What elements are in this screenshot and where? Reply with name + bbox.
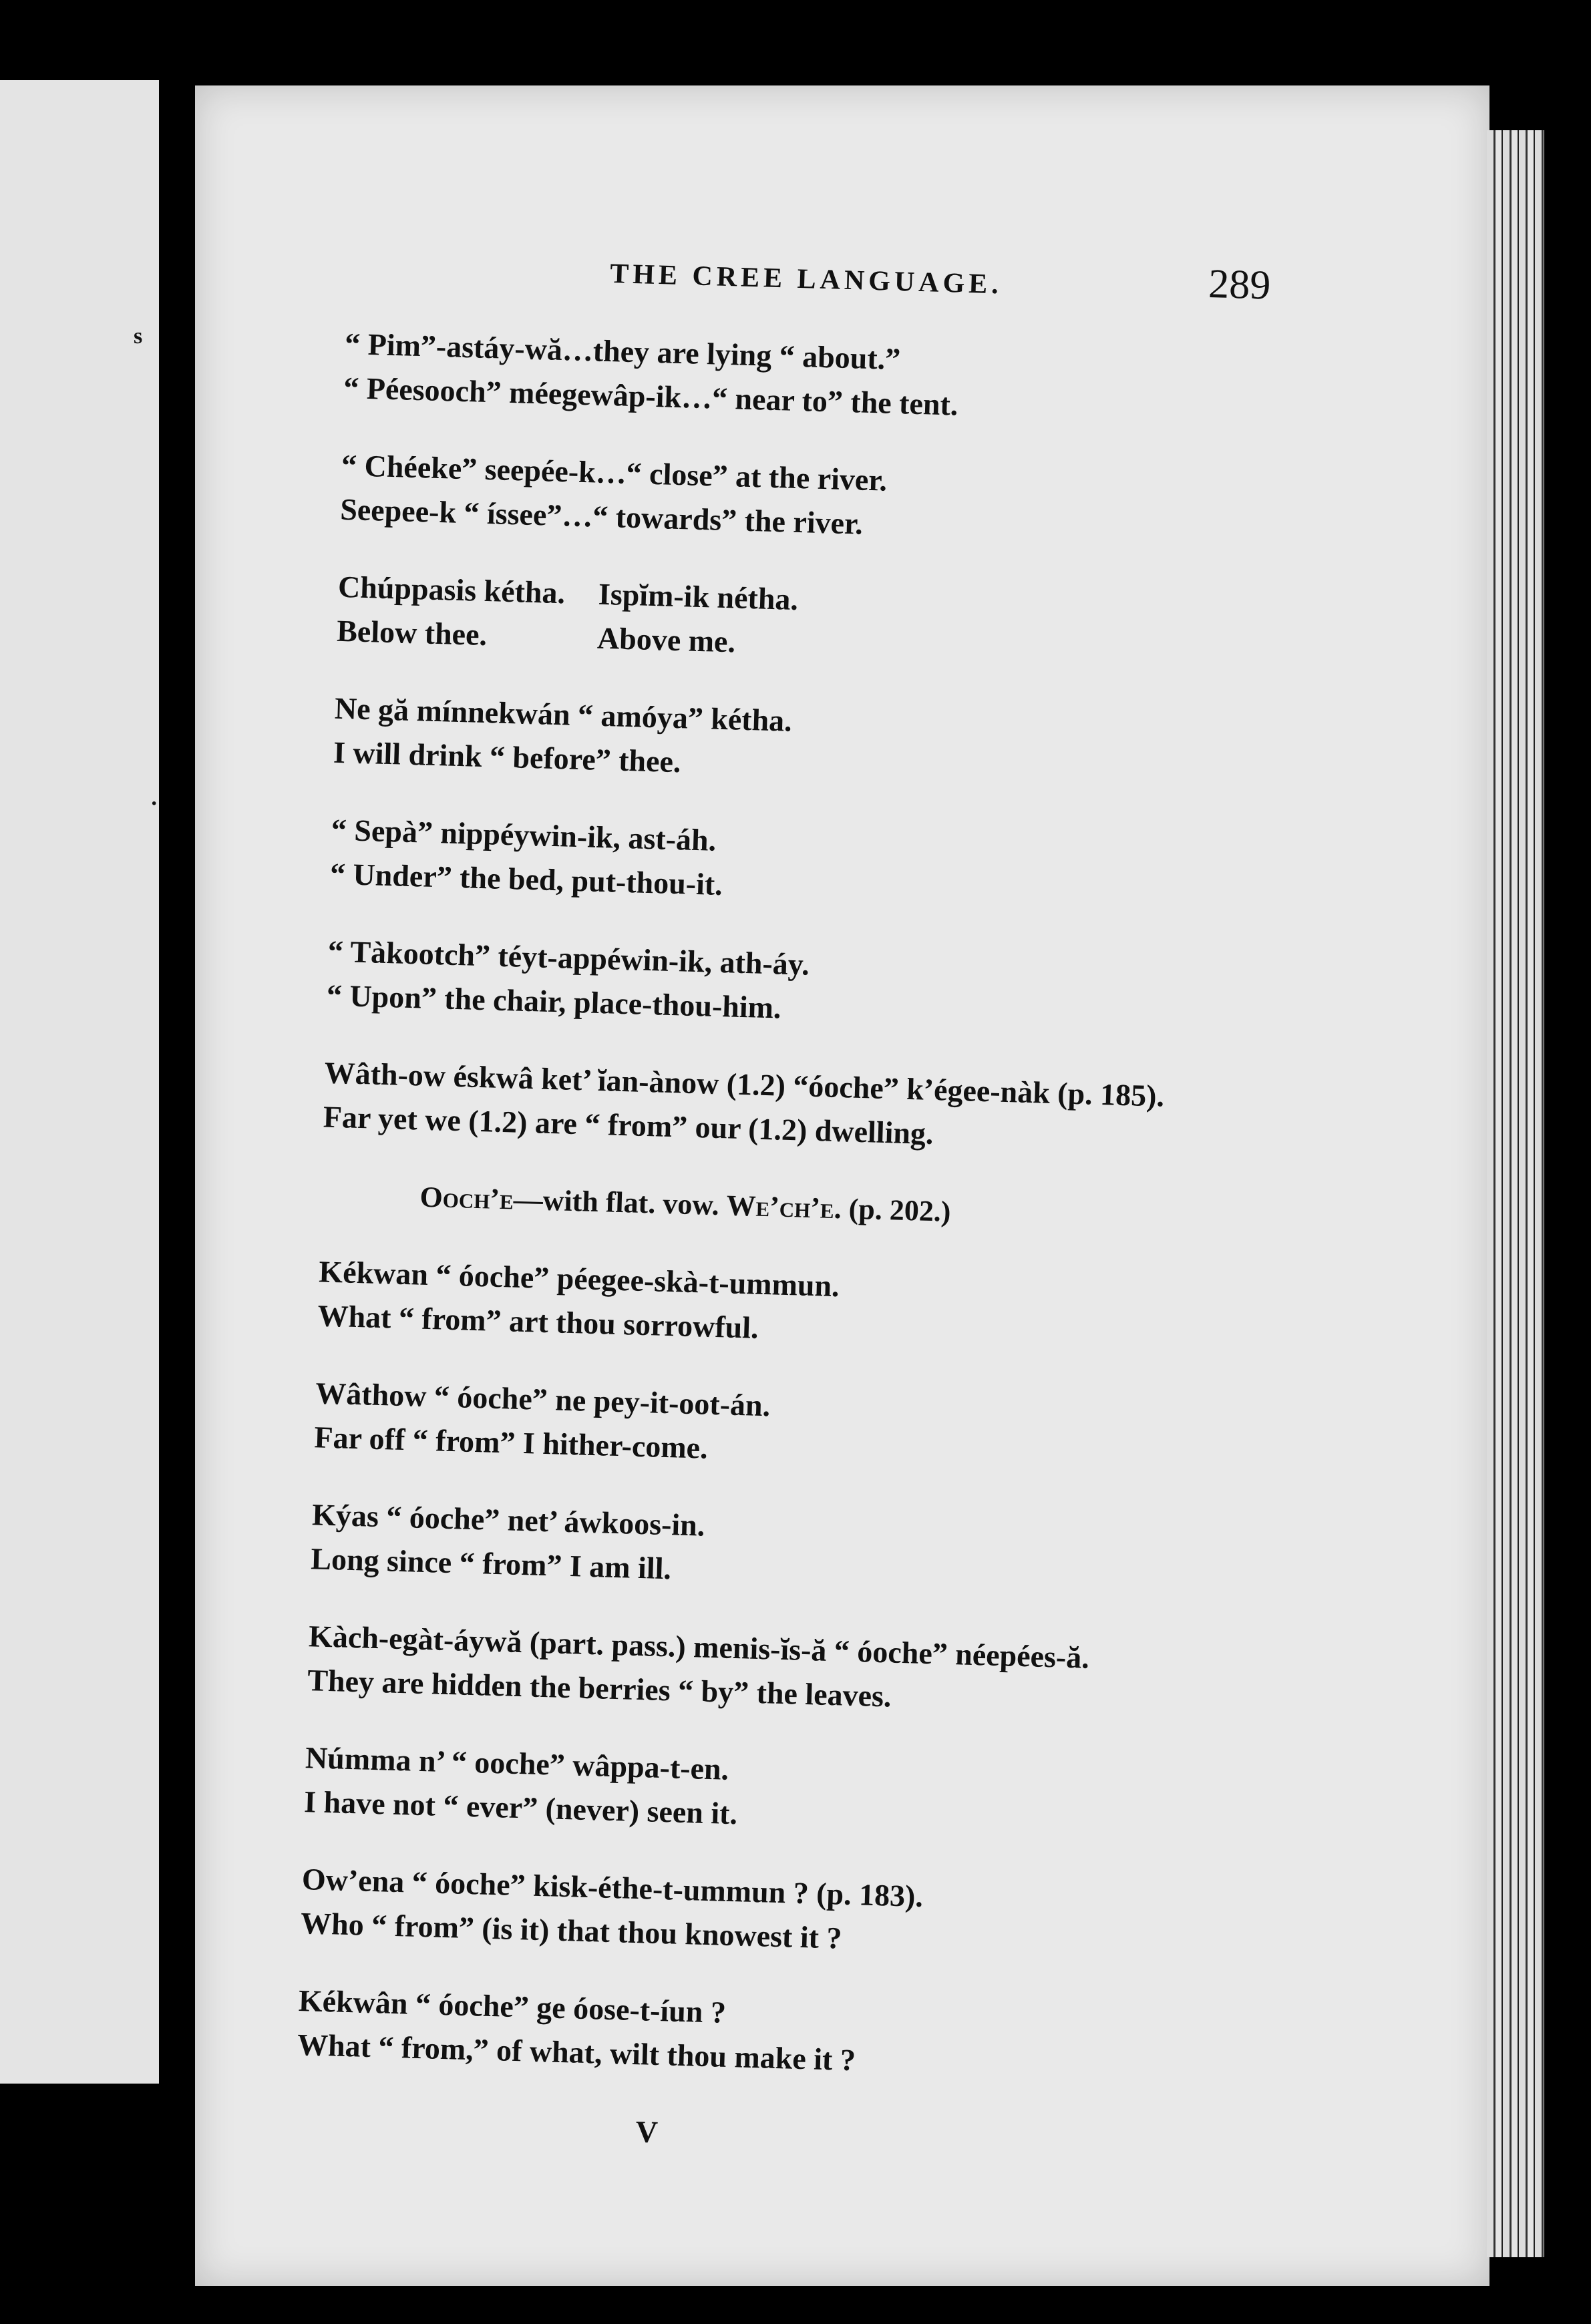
entry-pair bbox=[336, 565, 1473, 685]
translation-line: Far off “ from” I hither-come. bbox=[313, 1420, 709, 1465]
translation-line: They are hidden the berries “ by” the leaves. bbox=[307, 1663, 892, 1714]
entry bbox=[300, 1857, 1437, 1977]
heading-text: —with flat. vow. bbox=[513, 1183, 727, 1222]
cree-line: Wâthow “ óoche” ne pey-it-oot-án. bbox=[315, 1376, 771, 1423]
cree-line: Kékwan “ óoche” péegee-skà-t-ummun. bbox=[318, 1254, 840, 1304]
entry bbox=[297, 1979, 1434, 2098]
translation-line: “ Under” the bed, put-thou-it. bbox=[329, 856, 723, 902]
entry bbox=[329, 808, 1467, 928]
cree-line: “ Pim”-astáy-wă…they are lying “ about.” bbox=[344, 326, 901, 377]
facing-page-mark: s bbox=[134, 324, 143, 349]
facing-page-mark: · bbox=[150, 791, 158, 816]
page-edge bbox=[1487, 130, 1544, 2257]
cree-line: “ Péesooch” méegewâp-ik…“ near to” the tent. bbox=[343, 370, 959, 422]
cree-phrase: Chúppasis kétha. bbox=[337, 569, 566, 610]
translation-line: Who “ from” (is it) that thou knowest it ? bbox=[300, 1906, 843, 1955]
translation-line: Long since “ from” I am ill. bbox=[310, 1541, 672, 1586]
heading-alt-word: We’ch’e bbox=[725, 1189, 835, 1225]
cree-line: “ Sepà” nippéywin-ik, ast-áh. bbox=[331, 812, 717, 857]
entry bbox=[311, 1493, 1448, 1612]
entry bbox=[339, 443, 1477, 563]
facing-page-fragment bbox=[0, 80, 159, 2084]
entry bbox=[333, 687, 1470, 806]
page-number: 289 bbox=[1208, 261, 1272, 309]
entry bbox=[323, 1051, 1460, 1171]
cree-line: Númma n’ “ ooche” wâppa-t-en. bbox=[305, 1740, 729, 1786]
cree-line: “ Tàkootch” téyt-appéwin-ik, ath-áy. bbox=[327, 934, 810, 982]
entry bbox=[314, 1371, 1451, 1491]
cree-line: Ow’ena “ óoche” kisk-éthe-t-ummun ? (p. 183). bbox=[301, 1862, 924, 1914]
cree-line: Kýas “ óoche” net’ áwkoos-in. bbox=[311, 1497, 706, 1543]
translation-line: I will drink “ before” thee. bbox=[333, 735, 682, 779]
entry bbox=[307, 1614, 1444, 1734]
cree-line: Ne gă mínnekwán “ amóya” kétha. bbox=[334, 691, 793, 738]
running-head: THE CREE LANGUAGE. bbox=[609, 258, 1003, 301]
translation-line: I have not “ ever” (never) seen it. bbox=[303, 1784, 738, 1831]
cree-line: Kékwân “ óoche” ge óose-t-íun ? bbox=[298, 1983, 727, 2029]
cree-line: “ Chéeke” seepée-k…“ close” at the river. bbox=[341, 447, 888, 498]
translation-line: “ Upon” the chair, place-thou-him. bbox=[326, 978, 782, 1025]
entry bbox=[326, 930, 1463, 1049]
translation-line: Far yet we (1.2) are “ from” our (1.2) dwelling. bbox=[323, 1099, 934, 1151]
signature-mark: V bbox=[635, 2114, 659, 2150]
section-heading bbox=[321, 1172, 1457, 1247]
translation-line: What “ from,” of what, wilt thou make it ? bbox=[297, 2027, 856, 2078]
translation-phrase: Above me. bbox=[596, 620, 736, 659]
entry bbox=[317, 1249, 1455, 1369]
heading-ref: . (p. 202.) bbox=[834, 1191, 952, 1228]
cree-phrase: Ispĭm-ik nétha. bbox=[598, 576, 799, 617]
cree-line: Wâth-ow éskwâ ket’ ĭan-ànow (1.2) “óoche” k’égee-nàk (p. 185). bbox=[324, 1055, 1165, 1113]
heading-word: Ooch’e bbox=[419, 1180, 514, 1216]
entry bbox=[303, 1736, 1441, 1855]
translation-line: Seepee-k “ íssee”…“ towards” the river. bbox=[339, 492, 864, 541]
translation-line: What “ from” art thou sorrowful. bbox=[317, 1298, 759, 1345]
cree-line: Kàch-egàt-áywă (part. pass.) menis-ĭs-ă “ óoche” néepées-ă. bbox=[308, 1619, 1090, 1675]
translation-phrase: Below thee. bbox=[336, 613, 488, 652]
entries bbox=[295, 322, 1481, 2176]
